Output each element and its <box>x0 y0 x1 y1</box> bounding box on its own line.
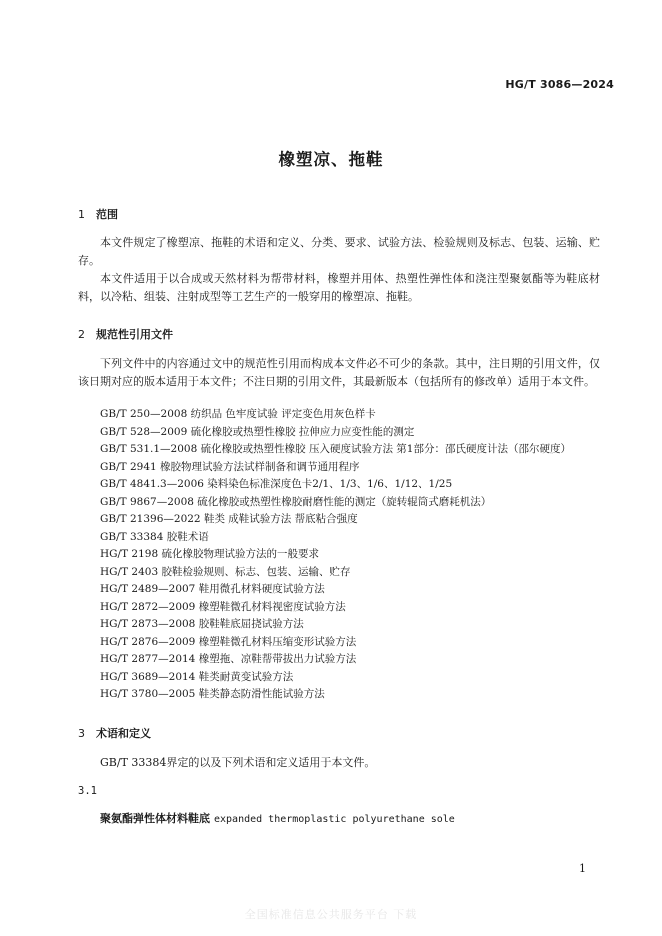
watermark: 全国标准信息公共服务平台 下载 <box>244 908 418 921</box>
reference-item: HG/T 2877—2014 橡塑拖、凉鞋帮带拔出力试验方法 <box>100 653 357 665</box>
reference-item: HG/T 2489—2007 鞋用微孔材料硬度试验方法 <box>100 583 325 595</box>
reference-item: HG/T 2873—2008 胶鞋鞋底屈挠试验方法 <box>100 618 304 630</box>
reference-item: GB/T 531.1—2008 硫化橡胶或热塑性橡胶 压入硬度试验方法 第1部分：邵氏硬度计法（邵尔硬度） <box>100 443 571 455</box>
reference-item: HG/T 3689—2014 鞋类耐黄变试验方法 <box>100 670 294 683</box>
term-english: expanded thermoplastic polyurethane sole <box>214 814 455 825</box>
section-number: 3 <box>78 727 85 740</box>
reference-item: GB/T 528—2009 硫化橡胶或热塑性橡胶 拉伸应力应变性能的测定 <box>100 425 415 438</box>
section-title: 规范性引用文件 <box>96 328 173 341</box>
document-title: 橡塑凉、拖鞋 <box>278 150 384 169</box>
section-heading-terms <box>78 725 151 741</box>
section-number: 2 <box>78 328 85 341</box>
reference-item: GB/T 250—2008 纺织品 色牢度试验 评定变色用灰色样卡 <box>100 408 376 420</box>
scope-paragraph-2: 本文件适用于以合成或天然材料为帮带材料，橡塑并用体、热塑性弹性体和浇注型聚氨酯等为鞋底材料，以冷粘、组装、注射成型等工艺生产的一般穿用的橡塑凉、拖鞋。 <box>78 272 600 303</box>
reference-item: HG/T 2872—2009 橡塑鞋微孔材料视密度试验方法 <box>100 600 346 613</box>
scope-paragraph-1: 本文件规定了橡塑凉、拖鞋的术语和定义、分类、要求、试验方法、检验规则及标志、包装、运输、贮存。 <box>78 236 600 267</box>
terms-intro: GB/T 33384界定的以及下列术语和定义适用于本文件。 <box>100 756 376 769</box>
section-number: 1 <box>78 208 85 221</box>
section-title: 范围 <box>96 208 118 221</box>
normative-intro: 下列文件中的内容通过文中的规范性引用而构成本文件必不可少的条款。其中，注日期的引用文件，仅该日期对应的版本适用于本文件；不注日期的引用文件，其最新版本（包括所有的修改单）适用于本文件。 <box>78 357 600 388</box>
page-number: 1 <box>579 862 586 875</box>
section-title: 术语和定义 <box>96 727 151 740</box>
reference-list <box>100 406 571 704</box>
reference-item: HG/T 3780—2005 鞋类静态防滑性能试验方法 <box>100 688 325 700</box>
term-chinese: 聚氨酯弹性体材料鞋底 <box>100 812 210 825</box>
term-entry <box>100 810 455 826</box>
section-heading-normative <box>78 326 173 342</box>
reference-item: HG/T 2403 胶鞋检验规则、标志、包装、运输、贮存 <box>100 565 351 578</box>
term-number: 3.1 <box>78 785 97 797</box>
section-heading-scope <box>78 206 118 222</box>
reference-item: GB/T 21396—2022 鞋类 成鞋试验方法 帮底粘合强度 <box>100 513 358 525</box>
reference-item: GB/T 4841.3—2006 染料染色标准深度色卡2/1、1/3、1/6、1/12、1/25 <box>100 478 453 490</box>
standard-code: HG/T 3086—2024 <box>505 78 614 91</box>
reference-item: GB/T 9867—2008 硫化橡胶或热塑性橡胶耐磨性能的测定（旋转辊筒式磨耗机法） <box>100 495 492 508</box>
reference-item: GB/T 33384 胶鞋术语 <box>100 530 209 543</box>
reference-item: HG/T 2198 硫化橡胶物理试验方法的一般要求 <box>100 548 319 560</box>
reference-item: GB/T 2941 橡胶物理试验方法试样制备和调节通用程序 <box>100 460 360 473</box>
reference-item: HG/T 2876—2009 橡塑鞋微孔材料压缩变形试验方法 <box>100 635 357 648</box>
